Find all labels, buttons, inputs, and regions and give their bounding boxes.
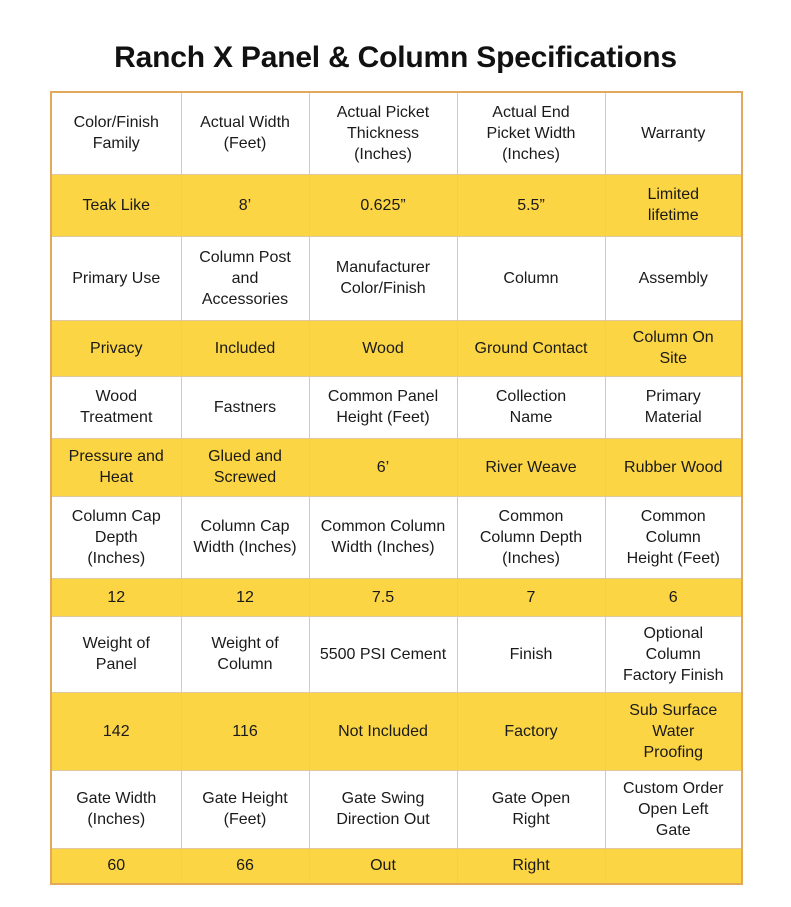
spec-value-row bbox=[51, 692, 742, 770]
spec-value-cell: 116 bbox=[181, 692, 309, 770]
spec-label-cell: Primary Use bbox=[51, 236, 181, 320]
spec-value-cell: Factory bbox=[457, 692, 605, 770]
spec-value-row bbox=[51, 320, 742, 376]
spec-value-cell: Column On Site bbox=[605, 320, 742, 376]
spec-label-cell: Collection Name bbox=[457, 376, 605, 438]
spec-value-cell: Rubber Wood bbox=[605, 438, 742, 496]
spec-label-cell: Gate Swing Direction Out bbox=[309, 770, 457, 848]
spec-value-cell: 6’ bbox=[309, 438, 457, 496]
spec-label-row bbox=[51, 92, 742, 174]
page-title: Ranch X Panel & Column Specifications bbox=[114, 41, 677, 74]
spec-value-cell: River Weave bbox=[457, 438, 605, 496]
spec-label-cell: Weight of Column bbox=[181, 616, 309, 692]
spec-label-row bbox=[51, 236, 742, 320]
spec-label-cell: Actual End Picket Width (Inches) bbox=[457, 92, 605, 174]
spec-value-cell: Right bbox=[457, 848, 605, 884]
spec-value-cell: 60 bbox=[51, 848, 181, 884]
spec-label-row bbox=[51, 616, 742, 692]
spec-label-cell: Column bbox=[457, 236, 605, 320]
spec-label-cell: Finish bbox=[457, 616, 605, 692]
spec-value-cell: Sub Surface Water Proofing bbox=[605, 692, 742, 770]
spec-value-row bbox=[51, 174, 742, 236]
spec-label-cell: Column Post and Accessories bbox=[181, 236, 309, 320]
spec-label-cell: Gate Width (Inches) bbox=[51, 770, 181, 848]
spec-label-cell: Primary Material bbox=[605, 376, 742, 438]
spec-table bbox=[50, 91, 743, 885]
spec-value-cell: 5.5” bbox=[457, 174, 605, 236]
spec-value-cell: 8’ bbox=[181, 174, 309, 236]
spec-label-cell: Actual Picket Thickness (Inches) bbox=[309, 92, 457, 174]
spec-label-cell: Wood Treatment bbox=[51, 376, 181, 438]
spec-label-cell: Actual Width (Feet) bbox=[181, 92, 309, 174]
spec-value-cell: 12 bbox=[181, 578, 309, 616]
spec-label-cell: Gate Open Right bbox=[457, 770, 605, 848]
spec-value-cell: 7 bbox=[457, 578, 605, 616]
spec-value-cell: 12 bbox=[51, 578, 181, 616]
spec-value-row bbox=[51, 578, 742, 616]
spec-label-cell: Common Column Depth (Inches) bbox=[457, 496, 605, 578]
spec-label-cell: Optional Column Factory Finish bbox=[605, 616, 742, 692]
spec-label-cell: Column Cap Depth (Inches) bbox=[51, 496, 181, 578]
spec-value-cell: Out bbox=[309, 848, 457, 884]
spec-value-cell: Included bbox=[181, 320, 309, 376]
spec-label-cell: Column Cap Width (Inches) bbox=[181, 496, 309, 578]
spec-value-cell: 66 bbox=[181, 848, 309, 884]
spec-value-cell: 7.5 bbox=[309, 578, 457, 616]
spec-label-row bbox=[51, 770, 742, 848]
spec-value-cell: Glued and Screwed bbox=[181, 438, 309, 496]
spec-label-cell: Manufacturer Color/Finish bbox=[309, 236, 457, 320]
spec-label-cell: Assembly bbox=[605, 236, 742, 320]
spec-value-row bbox=[51, 848, 742, 884]
spec-label-cell: Common Panel Height (Feet) bbox=[309, 376, 457, 438]
spec-value-cell: 142 bbox=[51, 692, 181, 770]
spec-value-cell: 0.625” bbox=[309, 174, 457, 236]
spec-value-row bbox=[51, 438, 742, 496]
spec-value-cell: Limited lifetime bbox=[605, 174, 742, 236]
spec-label-cell: Gate Height (Feet) bbox=[181, 770, 309, 848]
spec-value-cell: Not Included bbox=[309, 692, 457, 770]
spec-label-row bbox=[51, 496, 742, 578]
spec-value-cell: Ground Contact bbox=[457, 320, 605, 376]
spec-value-cell bbox=[605, 848, 742, 884]
spec-label-cell: Color/Finish Family bbox=[51, 92, 181, 174]
spec-label-cell: Common Column Height (Feet) bbox=[605, 496, 742, 578]
spec-value-cell: Pressure and Heat bbox=[51, 438, 181, 496]
spec-value-cell: Privacy bbox=[51, 320, 181, 376]
spec-value-cell: Teak Like bbox=[51, 174, 181, 236]
spec-label-cell: Custom Order Open Left Gate bbox=[605, 770, 742, 848]
spec-label-cell: Weight of Panel bbox=[51, 616, 181, 692]
spec-value-cell: 6 bbox=[605, 578, 742, 616]
spec-value-cell: Wood bbox=[309, 320, 457, 376]
spec-label-cell: Warranty bbox=[605, 92, 742, 174]
spec-label-cell: Common Column Width (Inches) bbox=[309, 496, 457, 578]
spec-label-row bbox=[51, 376, 742, 438]
spec-label-cell: 5500 PSI Cement bbox=[309, 616, 457, 692]
spec-label-cell: Fastners bbox=[181, 376, 309, 438]
